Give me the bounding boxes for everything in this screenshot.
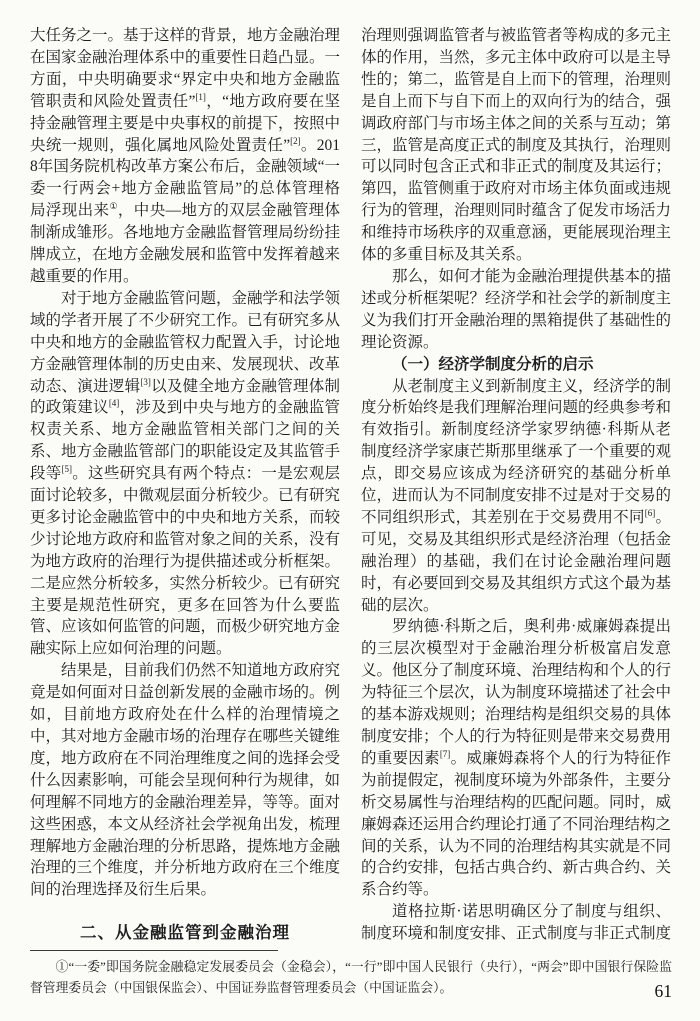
footnote: ①“一委”即国务院金融稳定发展委员会（金稳会），“一行”即中国人民银行（央行），“两会”即中国银行保险监督管理委员会（中国银保监会）、中国证券监督管理委员会（中国证监会）。 <box>30 960 672 995</box>
right-column <box>361 25 671 947</box>
reference-marker: [6] <box>644 507 656 518</box>
footnote-divider <box>30 950 278 951</box>
section-heading: 二、从金融监管到金融治理 <box>80 924 290 943</box>
subsection-heading: （一）经济学制度分析的启示 <box>392 355 594 373</box>
left-column <box>30 25 340 947</box>
paragraph: 罗纳德·科斯之后，奥利弗·威廉姆森提出的三层次模型对于金融治理分析极富启发意义。他区分了制度环境、治理结构和个人的行为特征三个层次，认为制度环境描述了社会中的基本游戏规则；治理结构是组织交易的具体制度安排；个人的行为特征则是带来交易费用的重要因素[7]。威廉姆森将个人的行为特征作为前提假定，视制度环境为外部条件，主要分析交易属性与治理结构的匹配问题。同时，威廉姆森还运用合约理论打通了不同治理结构之间的关系，认为不同的治理结构其实就是不同的合约安排，包括古典合约、新古典合约、关系合约等。 <box>361 618 671 899</box>
paragraph: 道格拉斯·诺思明确区分了制度与组织、制度环境和制度安排、正式制度与非正式制度 <box>361 901 671 947</box>
page-number: 61 <box>654 981 672 1001</box>
paragraph: 结果是，目前我们仍然不知道地方政府究竟是如何面对日益创新发展的金融市场的。例如，目前地方政府处在什么样的治理情境之中，其对地方金融市场的治理存在哪些关键维度，地方政府在不同治理维度之间的选择会受什么因素影响，可能会呈现何种行为规律，如何理解不同地方的金融治理差异，等等。面对这些困惑，本文从经济社会学视角出发，梳理理解地方金融治理的分析思路，提炼地方金融治理的三个维度，并分析地方政府在三个维度间的治理选择及衍生后果。 <box>30 662 340 899</box>
reference-marker: [2] <box>290 135 301 146</box>
reference-marker: [5] <box>61 463 73 474</box>
paragraph: 对于地方金融监管问题，金融学和法学领域的学者开展了不少研究工作。已有研究多从中央和地方的金融监管权力配置入手，讨论地方金融管理体制的历史由来、发展现状、改革动态、演进逻辑[3]以及健全地方金融管理体制的政策建议[4]，涉及到中央与地方的金融监管权责关系、地方金融监管相关部门之间的关系、地方金融监管部门的职能设定及其监管手段等[5]。这些研究具有两个特点：一是宏观层面讨论较多，中微观层面分析较少。已有研究更多讨论金融监管中的中央和地方关系，而较少讨论地方政府和监管对象之间的关系，没有为地方政府的治理行为提供描述或分析框架。二是应然分析较多，实然分析较少。已有研究主要是规范性研究，更多在回答为什么要监管、应该如何监管的问题，而极少研究地方金融实际上应如何治理的问题。 <box>30 289 340 658</box>
reference-marker: [3] <box>140 376 151 387</box>
reference-marker: [1] <box>195 91 206 102</box>
reference-marker: [4] <box>108 398 120 409</box>
paragraph-continuation: 大任务之一。基于这样的背景，地方金融治理在国家金融治理体系中的重要性日趋凸显。一方面，中央明确要求“界定中央和地方金融监管职责和风险处置责任”[1]，“地方政府要在坚持金融管理主要是中央事权的前提下，按照中央统一规则，强化属地风险处置责任”[2]。2018年国务院机构改革方案公布后，金融领域“一委一行两会+地方金融监管局”的总体管理格局浮现出来①，中央—地方的双层金融管理体制渐成雏形。各地地方金融监督管理局纷纷挂牌成立，在地方金融发展和监管中发挥着越来越重要的作用。 <box>30 27 340 285</box>
reference-marker <box>361 946 372 947</box>
paragraph: 那么，如何才能为金融治理提供基本的描述或分析框架呢？经济学和社会学的新制度主义为我们打开金融治理的黑箱提供了基础性的理论资源。 <box>361 267 671 351</box>
reference-marker: [7] <box>439 748 451 759</box>
reference-marker: ① <box>109 201 118 212</box>
paragraph: 从老制度主义到新制度主义，经济学的制度分析始终是我们理解治理问题的经典参考和有效指引。新制度经济学家罗纳德·科斯从老制度经济学家康芒斯那里继承了一个重要的观点，即交易应该成为经济研究的基础分析单位，进而认为不同制度安排不过是对于交易的不同组织形式，其差别在于交易费用不同[6]。可见，交易及其组织形式是经济治理（包括金融治理）的基础，我们在讨论金融治理问题时，有必要回到交易及其组织方式这个最为基础的层次。 <box>361 377 671 614</box>
body-columns <box>30 25 672 947</box>
paragraph-continuation: 治理则强调监管者与被监管者等构成的多元主体的作用，当然，多元主体中政府可以是主导性的；第二，监管是自上而下的管理，治理则是自上而下与自下而上的双向行为的结合，强调政府部门与市场主体之间的关系与互动；第三，监管是高度正式的制度及其执行，治理则可以同时包含正式和非正式的制度及其运行；第四，监管侧重于政府对市场主体负面或违规行为的管理，治理则同时蕴含了促发市场活力和维持市场秩序的双重意涵，更能展现治理主体的多重目标及其关系。 <box>361 27 671 264</box>
